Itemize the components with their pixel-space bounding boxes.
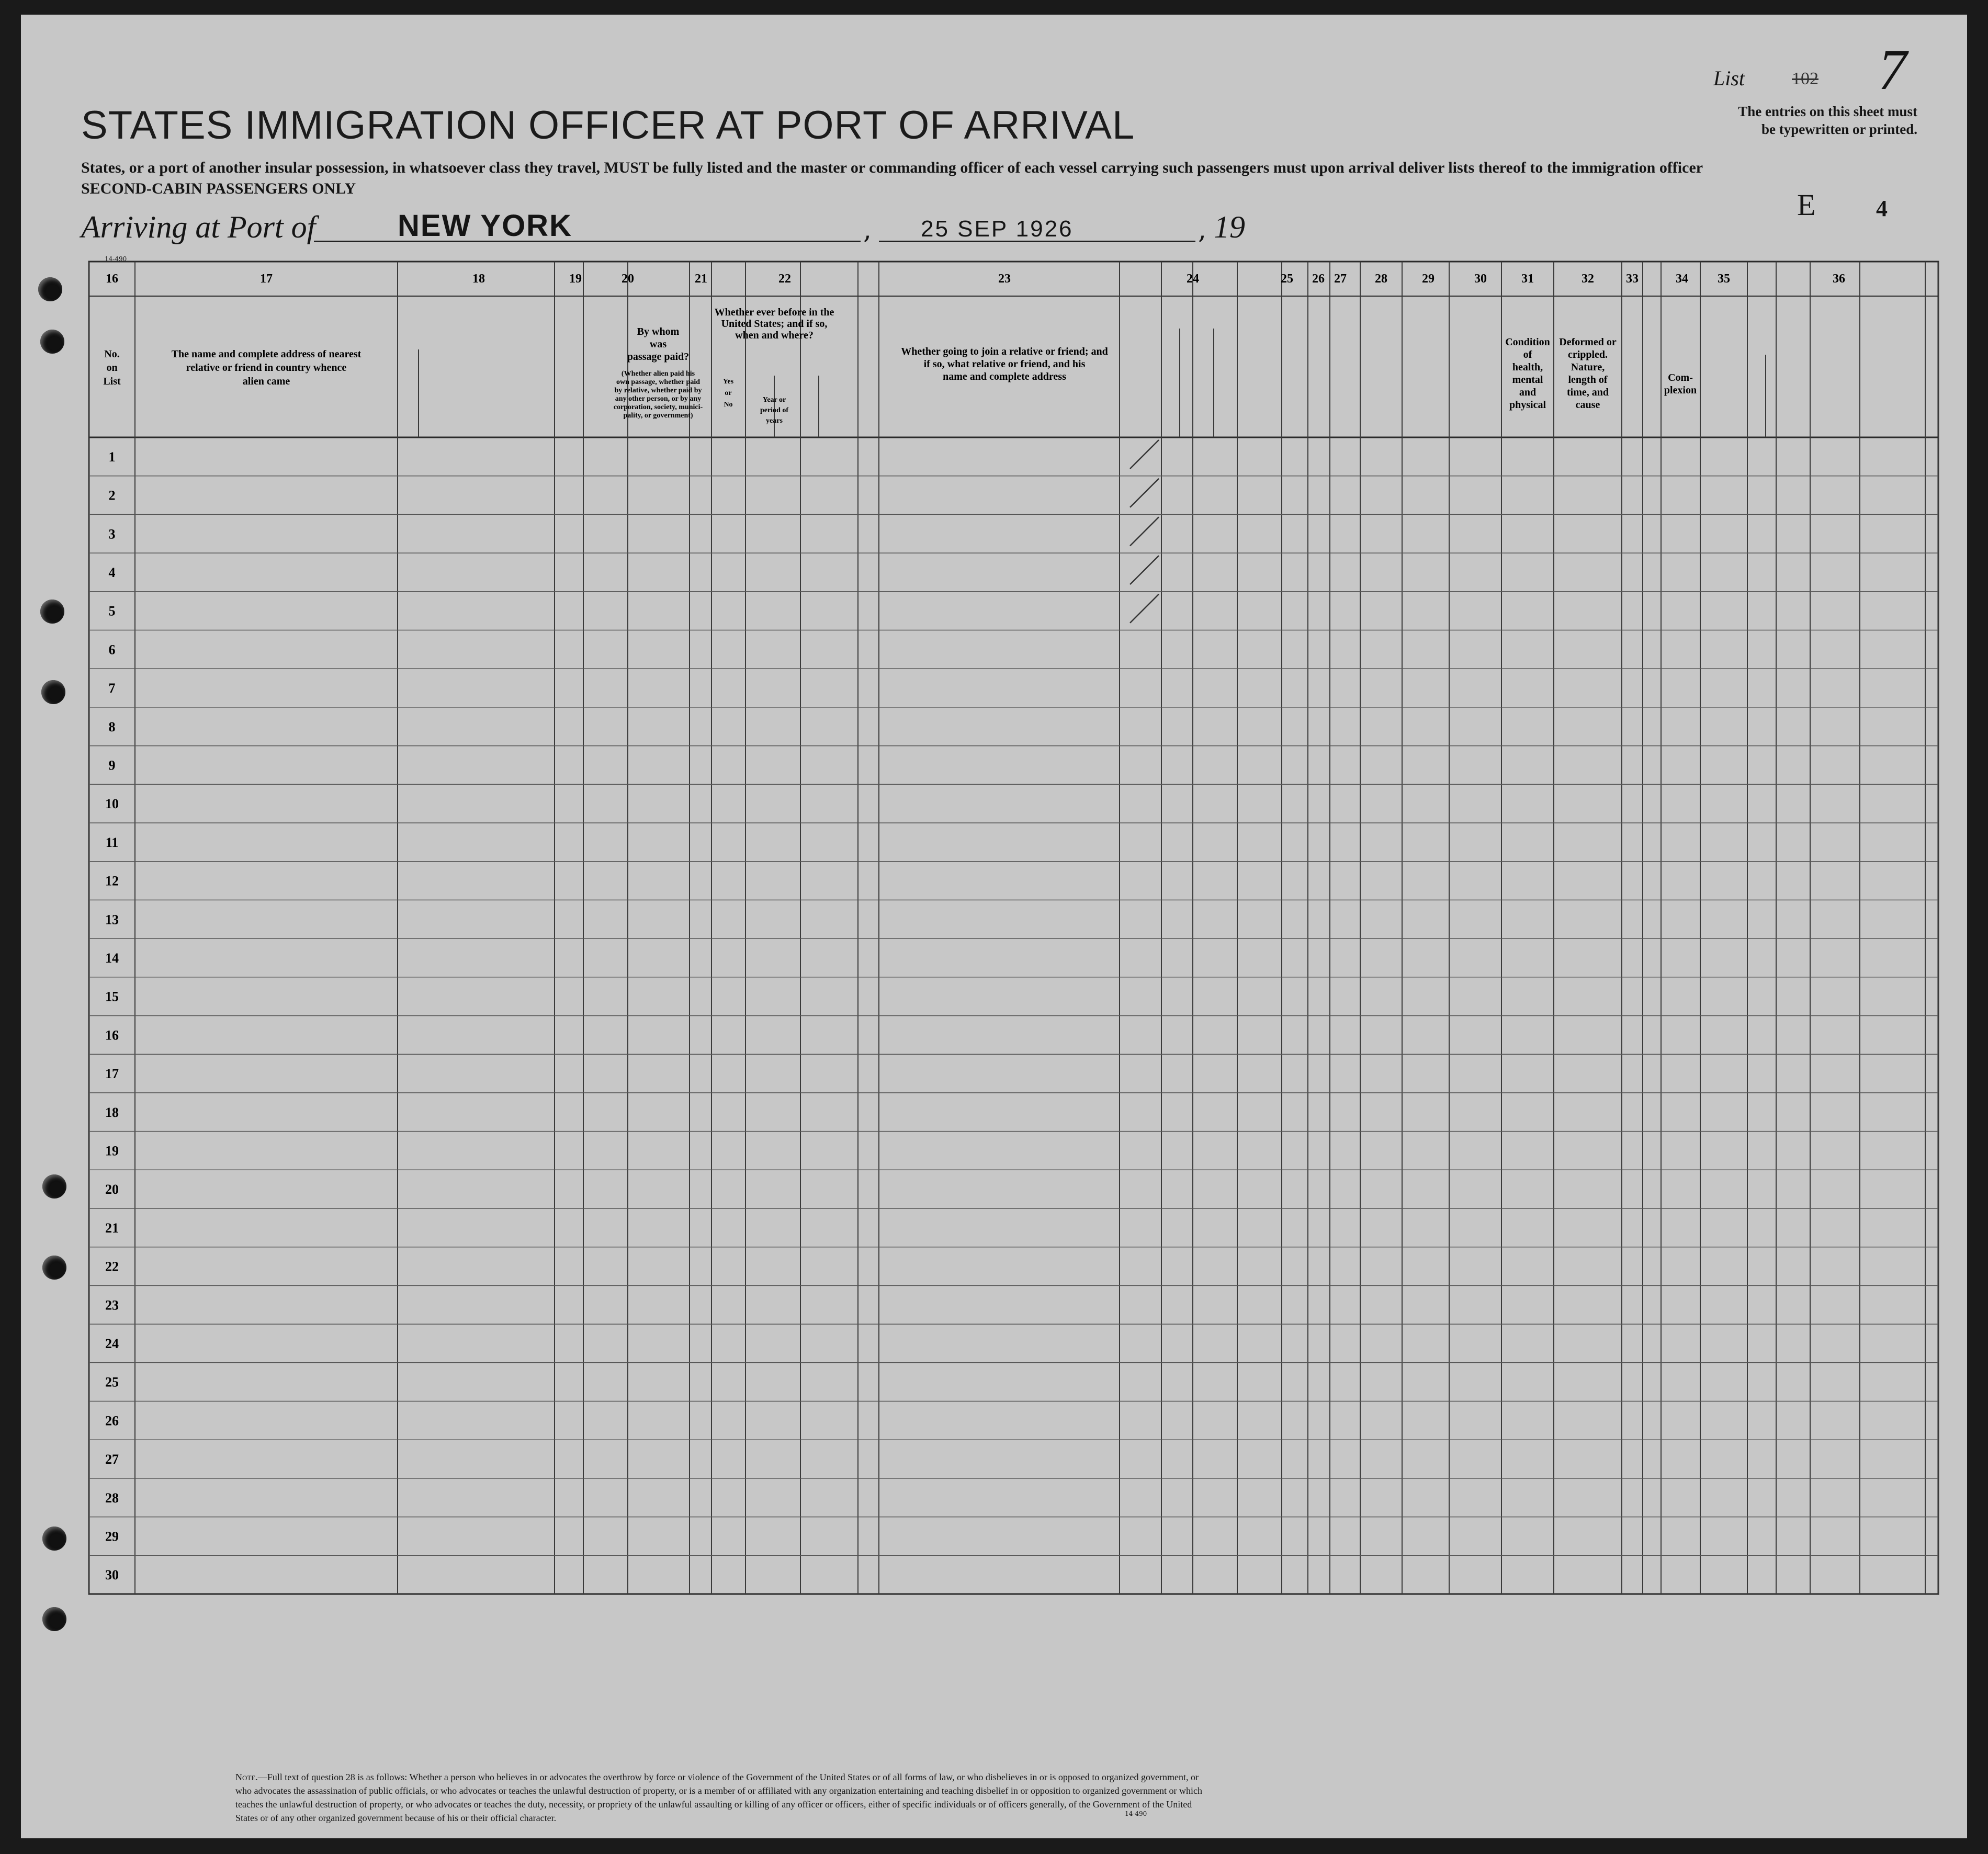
header-health: physical [1509,399,1546,411]
header-year: years [766,417,783,425]
binder-hole [42,1607,66,1631]
header-relative-address: alien came [242,376,290,387]
column-number: 23 [998,272,1011,286]
header-no-on-list: List [103,376,121,387]
column-number: 26 [1312,272,1325,286]
row-number: 29 [105,1529,119,1544]
header-deformed: cause [1575,399,1600,411]
binder-hole [42,1527,66,1551]
column-number: 25 [1281,272,1293,286]
header-health: of [1523,349,1532,360]
header-no-on-list: on [106,362,118,374]
form-number: 14-490 [105,255,127,263]
header-passage-paid-note: (Whether alien paid his [621,370,695,378]
column-number: 34 [1676,272,1688,286]
check-stroke [1130,479,1159,507]
column-number: 22 [778,272,791,286]
header-no-on-list: No. [104,348,120,360]
check-stroke [1130,594,1159,623]
header-deformed: time, and [1567,387,1609,398]
column-number: 21 [695,272,707,286]
row-number: 18 [105,1104,119,1120]
column-number: 24 [1187,272,1199,286]
manifest-table [21,15,1967,1838]
column-number: 27 [1334,272,1347,286]
arriving-label: Arriving at Port of [81,210,316,244]
header-passage-paid-note: corporation, society, munici- [613,403,703,411]
header-year: period of [760,406,789,414]
manifest-sheet [21,15,1967,1838]
footnote-text: —Full text of question 28 is as follows: Whether a person who believes in or advocates the overthrow by force or violence of the Government of the United States or of all forms of law, or who disbelieves in or is opposed to organized government, or who advocates the assassination of public officials, or who advocates or teaches the unlawful destruction of property, or is a member of or affiliated with any organization entertaining and teaching disbelief in or opposition to organized government or which teaches the unlawful destruction of property, or who advocates or teaches the duty, necessity, or propriety of the unlawful assaulting or killing of any officer or officers, either of specific individuals or of officers generally, of the Government of the United States or of any other organized government because of his or their official character. [235,1772,1202,1823]
passenger-class: SECOND-CABIN PASSENGERS ONLY [81,180,356,197]
header-deformed: crippled. [1567,349,1608,360]
binder-hole [38,277,62,301]
row-number: 17 [105,1066,119,1082]
row-number: 14 [105,950,119,966]
header-yes-no: Yes [722,378,734,386]
column-number: 18 [472,272,485,286]
header-passage-paid: was [649,338,667,350]
header-passage-paid: passage paid? [627,351,690,363]
header-relative-address: relative or friend in country whence [186,362,347,374]
row-number: 13 [105,912,119,928]
header-year: Year or [762,396,786,404]
binder-hole [40,600,64,624]
page-code-number: 4 [1876,196,1888,221]
row-number: 7 [108,681,116,696]
row-number: 25 [105,1374,119,1390]
header-health: health, [1512,361,1543,373]
list-label: List [1713,66,1745,90]
row-number: 9 [108,758,116,773]
check-stroke [1130,556,1159,584]
column-number: 16 [106,272,118,286]
row-number: 15 [105,989,119,1004]
row-number: 27 [105,1452,119,1467]
row-number: 10 [105,796,119,812]
year-prefix: 19 [1214,210,1245,244]
row-number: 3 [108,526,116,542]
column-number: 17 [260,272,273,286]
header-previous-visit: United States; and if so, [721,318,828,330]
column-number: 31 [1521,272,1534,286]
header-health: mental [1512,374,1543,386]
binder-hole [42,1174,66,1199]
check-stroke [1130,517,1159,546]
header-join-relative: Whether going to join a relative or friend; and [901,346,1108,357]
header-join-relative: name and complete address [943,371,1066,382]
list-number: 7 [1878,38,1907,101]
header-passage-paid-note: own passage, whether paid [616,378,700,386]
separator-comma: , [863,214,872,245]
listing-rule-text: States, or a port of another insular possession, in whatsoever class they travel, MUST be fully listed and the master or commanding officer of each vessel carrying such passengers must upon arrival deliver lists thereof to the immigration officer [81,159,1703,176]
row-number: 11 [105,834,119,850]
row-number: 21 [105,1220,119,1236]
column-number: 29 [1422,272,1434,286]
footnote [235,1770,1208,1825]
header-complexion: Com- [1668,372,1693,383]
row-number: 2 [108,488,116,503]
row-number: 30 [105,1567,119,1583]
header-previous-visit: when and where? [735,330,814,341]
header-complexion: plexion [1664,385,1697,396]
header-passage-paid-note: by relative, whether paid by [614,387,702,394]
page-code: E [1797,188,1816,222]
row-number: 23 [105,1297,119,1313]
header-join-relative: if so, what relative or friend, and his [923,358,1086,370]
column-number: 19 [569,272,582,286]
arrival-port: NEW YORK [398,209,572,243]
column-number: 33 [1626,272,1639,286]
header-yes-no: or [725,389,732,397]
header-yes-no: No [724,401,733,409]
row-number: 24 [105,1336,119,1351]
row-number: 4 [108,564,116,580]
binder-hole [40,330,64,354]
page-title: STATES IMMIGRATION OFFICER AT PORT OF ARRIVAL [81,103,1135,148]
list-struck-number: 102 [1792,69,1818,88]
column-number: 20 [622,272,634,286]
footnote-label: Note. [235,1772,258,1782]
row-number: 8 [108,719,116,734]
row-number: 26 [105,1413,119,1429]
arrival-date-stamp: 25 SEP 1926 [921,216,1074,242]
column-number: 32 [1582,272,1594,286]
column-number: 28 [1375,272,1387,286]
row-number: 19 [105,1143,119,1159]
footnote-code: 14-490 [1125,1810,1147,1817]
row-number: 12 [105,873,119,889]
row-number: 5 [108,603,116,619]
column-number: 35 [1718,272,1730,286]
row-number: 6 [108,642,116,658]
column-number: 30 [1474,272,1487,286]
column-number: 36 [1833,272,1845,286]
header-deformed: Deformed or [1559,336,1617,348]
binder-hole [42,1256,66,1280]
row-number: 22 [105,1259,119,1274]
entries-note: The entries on this sheet must be typewritten or printed. [1738,104,1917,137]
row-number: 28 [105,1490,119,1506]
check-stroke [1130,440,1159,469]
header-health: Condition [1505,336,1550,348]
header-health: and [1519,387,1537,398]
header-passage-paid-note: pality, or government) [623,412,693,420]
header-deformed: Nature, [1571,361,1605,373]
row-number: 16 [105,1027,119,1043]
header-previous-visit: Whether ever before in the [714,307,834,318]
row-number: 1 [108,449,116,465]
row-number: 20 [105,1182,119,1197]
header-passage-paid: By whom [637,326,680,337]
separator-comma: , [1198,214,1206,245]
header-passage-paid-note: any other person, or by any [615,395,702,403]
header-relative-address: The name and complete address of nearest [171,348,362,360]
header-deformed: length of [1568,374,1608,386]
binder-hole [41,680,65,704]
